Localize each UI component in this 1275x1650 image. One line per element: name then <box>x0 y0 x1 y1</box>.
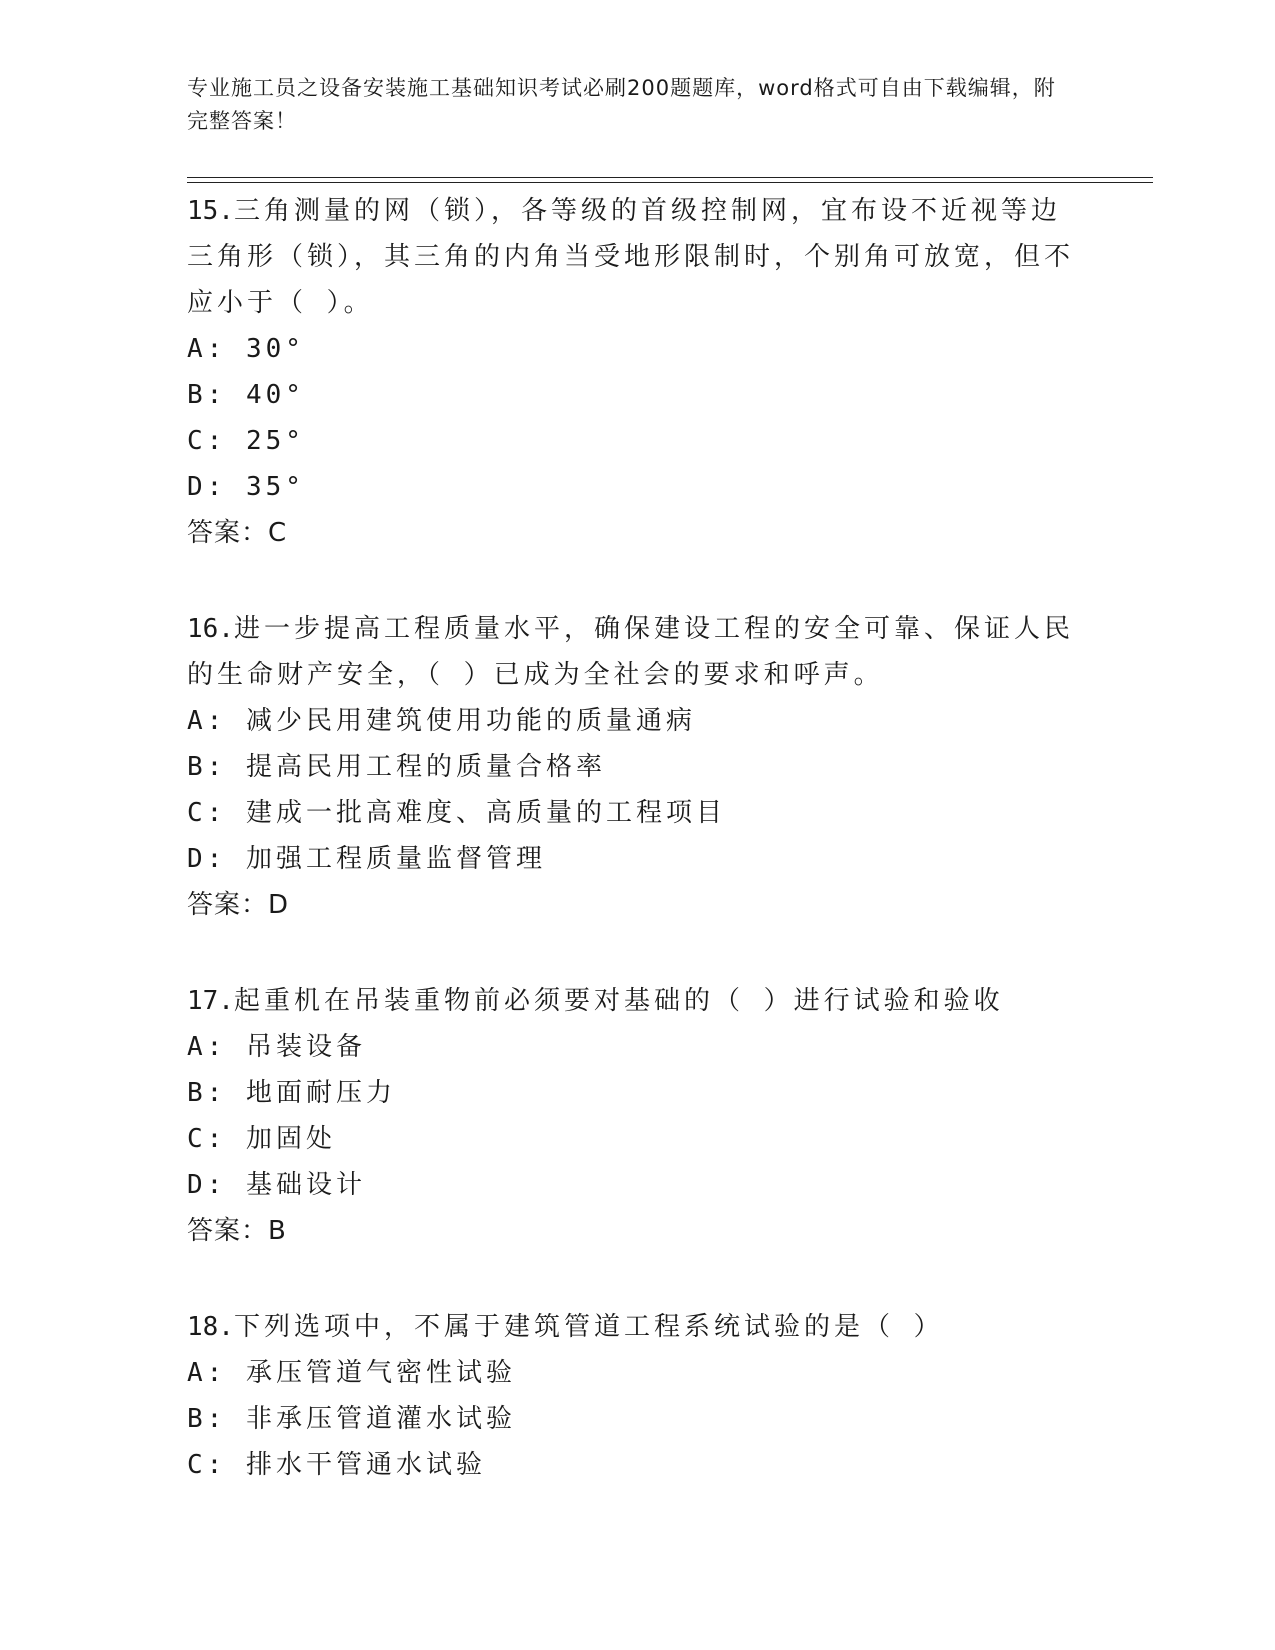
header-divider-top <box>187 177 1153 178</box>
answer: 答案：C <box>187 518 288 548</box>
question-list <box>187 188 1087 1538</box>
question-body: 进一步提高工程质量水平，确保建设工程的安全可靠、保证人民的生命财产安全，（ ）已成为全社会的要求和呼声。 <box>187 614 1074 690</box>
option-c: C: 建成一批高难度、高质量的工程项目 <box>187 798 726 828</box>
question-15 <box>187 188 1087 556</box>
question-text <box>187 978 1087 1024</box>
answer: 答案：D <box>187 890 290 920</box>
option-d: D: 加强工程质量监督管理 <box>187 844 546 874</box>
option-a: A: 吊装设备 <box>187 1032 366 1062</box>
question-number: 16. <box>187 614 234 644</box>
option-b: B: 40° <box>187 380 305 410</box>
document-header: 专业施工员之设备安装施工基础知识考试必刷200题题库，word格式可自由下载编辑，附完整答案！ <box>187 76 1056 133</box>
option-a: A: 减少民用建筑使用功能的质量通病 <box>187 706 696 736</box>
question-text <box>187 606 1087 698</box>
option-b: B: 非承压管道灌水试验 <box>187 1404 516 1434</box>
answer: 答案：B <box>187 1216 287 1246</box>
option-c: C: 排水干管通水试验 <box>187 1450 486 1480</box>
question-number: 18. <box>187 1312 234 1342</box>
question-body: 下列选项中，不属于建筑管道工程系统试验的是（ ） <box>233 1312 944 1342</box>
option-d: D: 35° <box>187 472 305 502</box>
question-number: 17. <box>187 986 234 1016</box>
option-c: C: 25° <box>187 426 305 456</box>
option-d: D: 基础设计 <box>187 1170 366 1200</box>
question-text <box>187 1304 1087 1350</box>
option-a: A: 承压管道气密性试验 <box>187 1358 516 1388</box>
option-c: C: 加固处 <box>187 1124 336 1154</box>
question-body: 三角测量的网（锁），各等级的首级控制网，宜布设不近视等边三角形（锁），其三角的内角当受地形限制时，个别角可放宽，但不应小于（ ）。 <box>187 196 1075 318</box>
header-divider-bottom <box>187 182 1153 183</box>
question-body: 起重机在吊装重物前必须要对基础的（ ）进行试验和验收 <box>233 986 1004 1016</box>
option-b: B: 提高民用工程的质量合格率 <box>187 752 606 782</box>
question-16 <box>187 606 1087 928</box>
question-number: 15. <box>187 196 234 226</box>
option-a: A: 30° <box>187 334 305 364</box>
option-b: B: 地面耐压力 <box>187 1078 396 1108</box>
question-17 <box>187 978 1087 1254</box>
question-text <box>187 188 1087 326</box>
question-18 <box>187 1304 1087 1488</box>
